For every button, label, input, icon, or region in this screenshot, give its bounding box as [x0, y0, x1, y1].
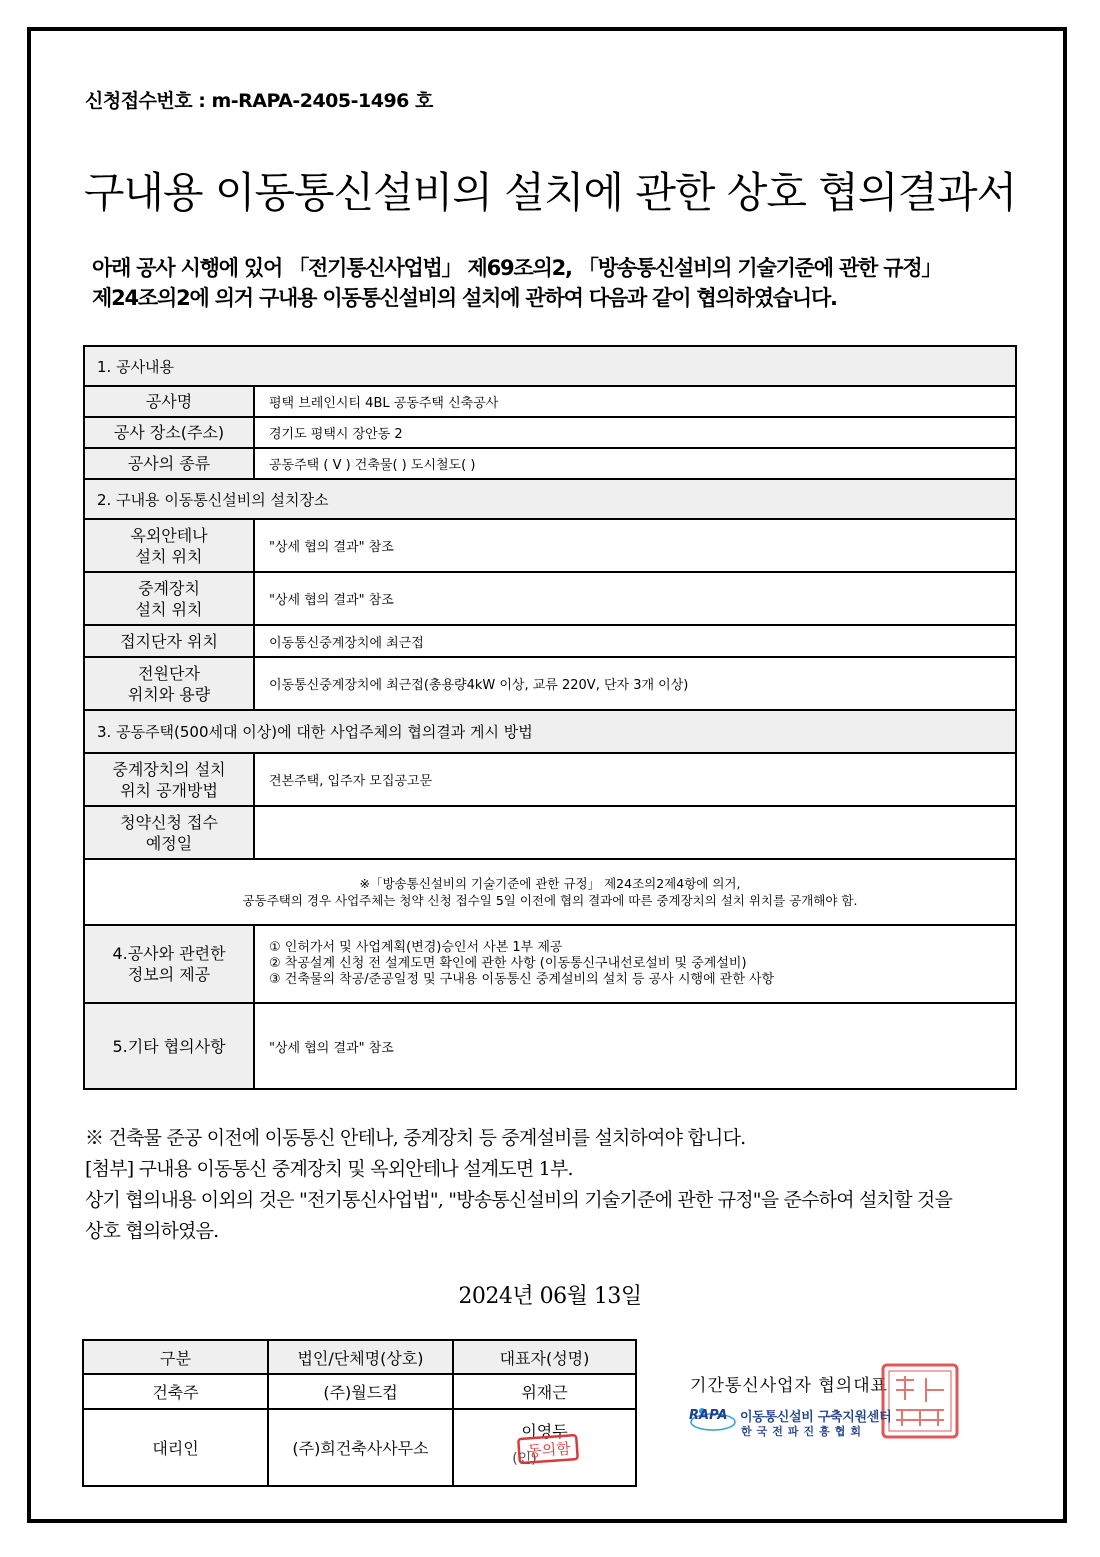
label-subscription-date [84, 806, 254, 859]
label-disclosure-method [84, 753, 254, 806]
section-3-heading: 3. 공동주택(500세대 이상)에 대한 사업주체의 협의결과 게시 방법 [84, 710, 1016, 753]
label-info-provision [84, 925, 254, 1003]
label-line: 정보의 제공 [127, 965, 211, 984]
label-project-name: 공사명 [84, 386, 254, 417]
info-provision-list [254, 925, 1016, 1003]
sig-owner-company: (주)월드컵 [268, 1374, 453, 1409]
label-line: 예정일 [145, 833, 193, 853]
document-title: 구내용 이동통신설비의 설치에 관한 상호 협의결과서 [83, 168, 1017, 217]
label-line: 중계장치의 설치 [112, 759, 226, 779]
sig-header-category: 구분 [83, 1340, 268, 1374]
footnote-line: [첨부] 구내용 이동통신 중계장치 및 옥외안테나 설계도면 1부. [85, 1158, 573, 1180]
value-subscription-date [254, 806, 1016, 859]
notice-line-1: ※「방송통신설비의 기술기준에 관한 규정」 제24조의2제4항에 의거, [359, 876, 741, 891]
value-other-matters: "상세 협의 결과" 참조 [254, 1003, 1016, 1089]
document-date: 2024년 06월 13일 [458, 1284, 642, 1309]
sig-owner-category: 건축주 [83, 1374, 268, 1409]
list-item: ① 인허가서 및 사업계획(변경)승인서 사본 1부 제공 [269, 940, 563, 955]
label-line: 위치 공개방법 [120, 780, 218, 800]
intro-line-2: 제24조의2에 의거 구내용 이동통신설비의 설치에 관하여 다음과 같이 협의하였습니다. [92, 286, 837, 310]
list-item: ② 착공설계 신청 전 설계도면 확인에 관한 사항 (이동통신구내선로설비 및 중계설비) [269, 956, 747, 971]
sig-header-representative: 대표자(성명) [453, 1340, 636, 1374]
label-line: 전원단자 [138, 663, 200, 683]
signature-table [82, 1339, 637, 1487]
label-ground-terminal [84, 625, 254, 657]
footnotes [85, 1123, 1025, 1247]
label-line: 설치 위치 [135, 546, 203, 566]
label-other-matters: 5.기타 협의사항 [84, 1003, 254, 1089]
intro-line-1: 아래 공사 시행에 있어 「전기통신사업법」 제69조의2, 「방송통신설비의 기술기준에 관한 규정」 [92, 256, 942, 280]
label-line: 4.공사와 관련한 [112, 944, 226, 963]
label-line: 설치 위치 [135, 599, 203, 619]
agree-stamp [517, 1434, 581, 1464]
seal-mark: (인) [512, 1451, 537, 1467]
sig-header-company: 법인/단체명(상호) [268, 1340, 453, 1374]
footnote-line: ※ 건축물 준공 이전에 이동통신 안테나, 중계장치 등 중계설비를 설치하여야 합니다. [85, 1127, 746, 1149]
receipt-number: 신청접수번호 : m-RAPA-2405-1496 호 [85, 90, 433, 112]
label-line: 중계장치 [138, 578, 200, 598]
logo-main-text: 이동통신설비 구축지원센터 [740, 1410, 892, 1425]
label-line: 접지단자 위치 [120, 631, 218, 651]
value-ground-terminal: 이동통신중계장치에 최근접 [254, 625, 1016, 657]
logo-sub-text: 한국전파진흥협회 [741, 1425, 867, 1438]
footnote-line: 상호 협의하였음. [85, 1220, 219, 1242]
footnote-line: 상기 협의내용 이외의 것은 "전기통신사업법", "방송통신설비의 기술기준에 관한 규정"을 준수하여 설치할 것을 [85, 1189, 953, 1211]
label-line: 청약신청 접수 [120, 812, 218, 832]
disclosure-notice [84, 859, 1016, 925]
value-disclosure-method: 견본주택, 입주자 모집공고문 [254, 753, 1016, 806]
intro-paragraph [92, 253, 1032, 313]
sig-agent-representative: 이영두 [521, 1422, 568, 1441]
stamp-text: 동의함 [526, 1439, 572, 1461]
sig-owner-representative: 위재근 [453, 1374, 636, 1409]
rapa-wordmark: RAPA [689, 1408, 728, 1423]
value-repeater-location: "상세 협의 결과" 참조 [254, 572, 1016, 625]
label-repeater-location [84, 572, 254, 625]
label-project-type: 공사의 종류 [84, 448, 254, 479]
value-antenna-location: "상세 협의 결과" 참조 [254, 519, 1016, 572]
list-item: ③ 건축물의 착공/준공일정 및 구내용 이동통신 중계설비의 설치 등 공사 시행에 관한 사항 [269, 972, 775, 987]
section-2-heading: 2. 구내용 이동통신설비의 설치장소 [84, 479, 1016, 519]
consultation-table [83, 345, 1017, 1090]
label-line: 옥외안테나 [130, 525, 208, 545]
label-antenna-location [84, 519, 254, 572]
value-project-name: 평택 브레인시티 4BL 공동주택 신축공사 [254, 386, 1016, 417]
value-project-type: 공동주택 ( V ) 건축물( ) 도시철도( ) [254, 448, 1016, 479]
sig-agent-category: 대리인 [83, 1409, 268, 1486]
carrier-consult-label: 기간통신사업자 협의대표 [690, 1376, 889, 1396]
label-project-address: 공사 장소(주소) [84, 417, 254, 448]
label-power-terminal [84, 657, 254, 710]
section-1-heading: 1. 공사내용 [84, 346, 1016, 386]
sig-agent-company: (주)희건축사사무소 [268, 1409, 453, 1486]
value-project-address: 경기도 평택시 장안동 2 [254, 417, 1016, 448]
notice-line-2: 공동주택의 경우 사업주체는 청약 신청 접수일 5일 이전에 협의 결과에 따른 중계장치의 설치 위치를 공개해야 함. [242, 893, 858, 908]
value-power-terminal: 이동통신중계장치에 최근접(총용량4kW 이상, 교류 220V, 단자 3개 이상) [254, 657, 1016, 710]
official-seal [880, 1362, 960, 1440]
label-line: 위치와 용량 [127, 684, 211, 704]
